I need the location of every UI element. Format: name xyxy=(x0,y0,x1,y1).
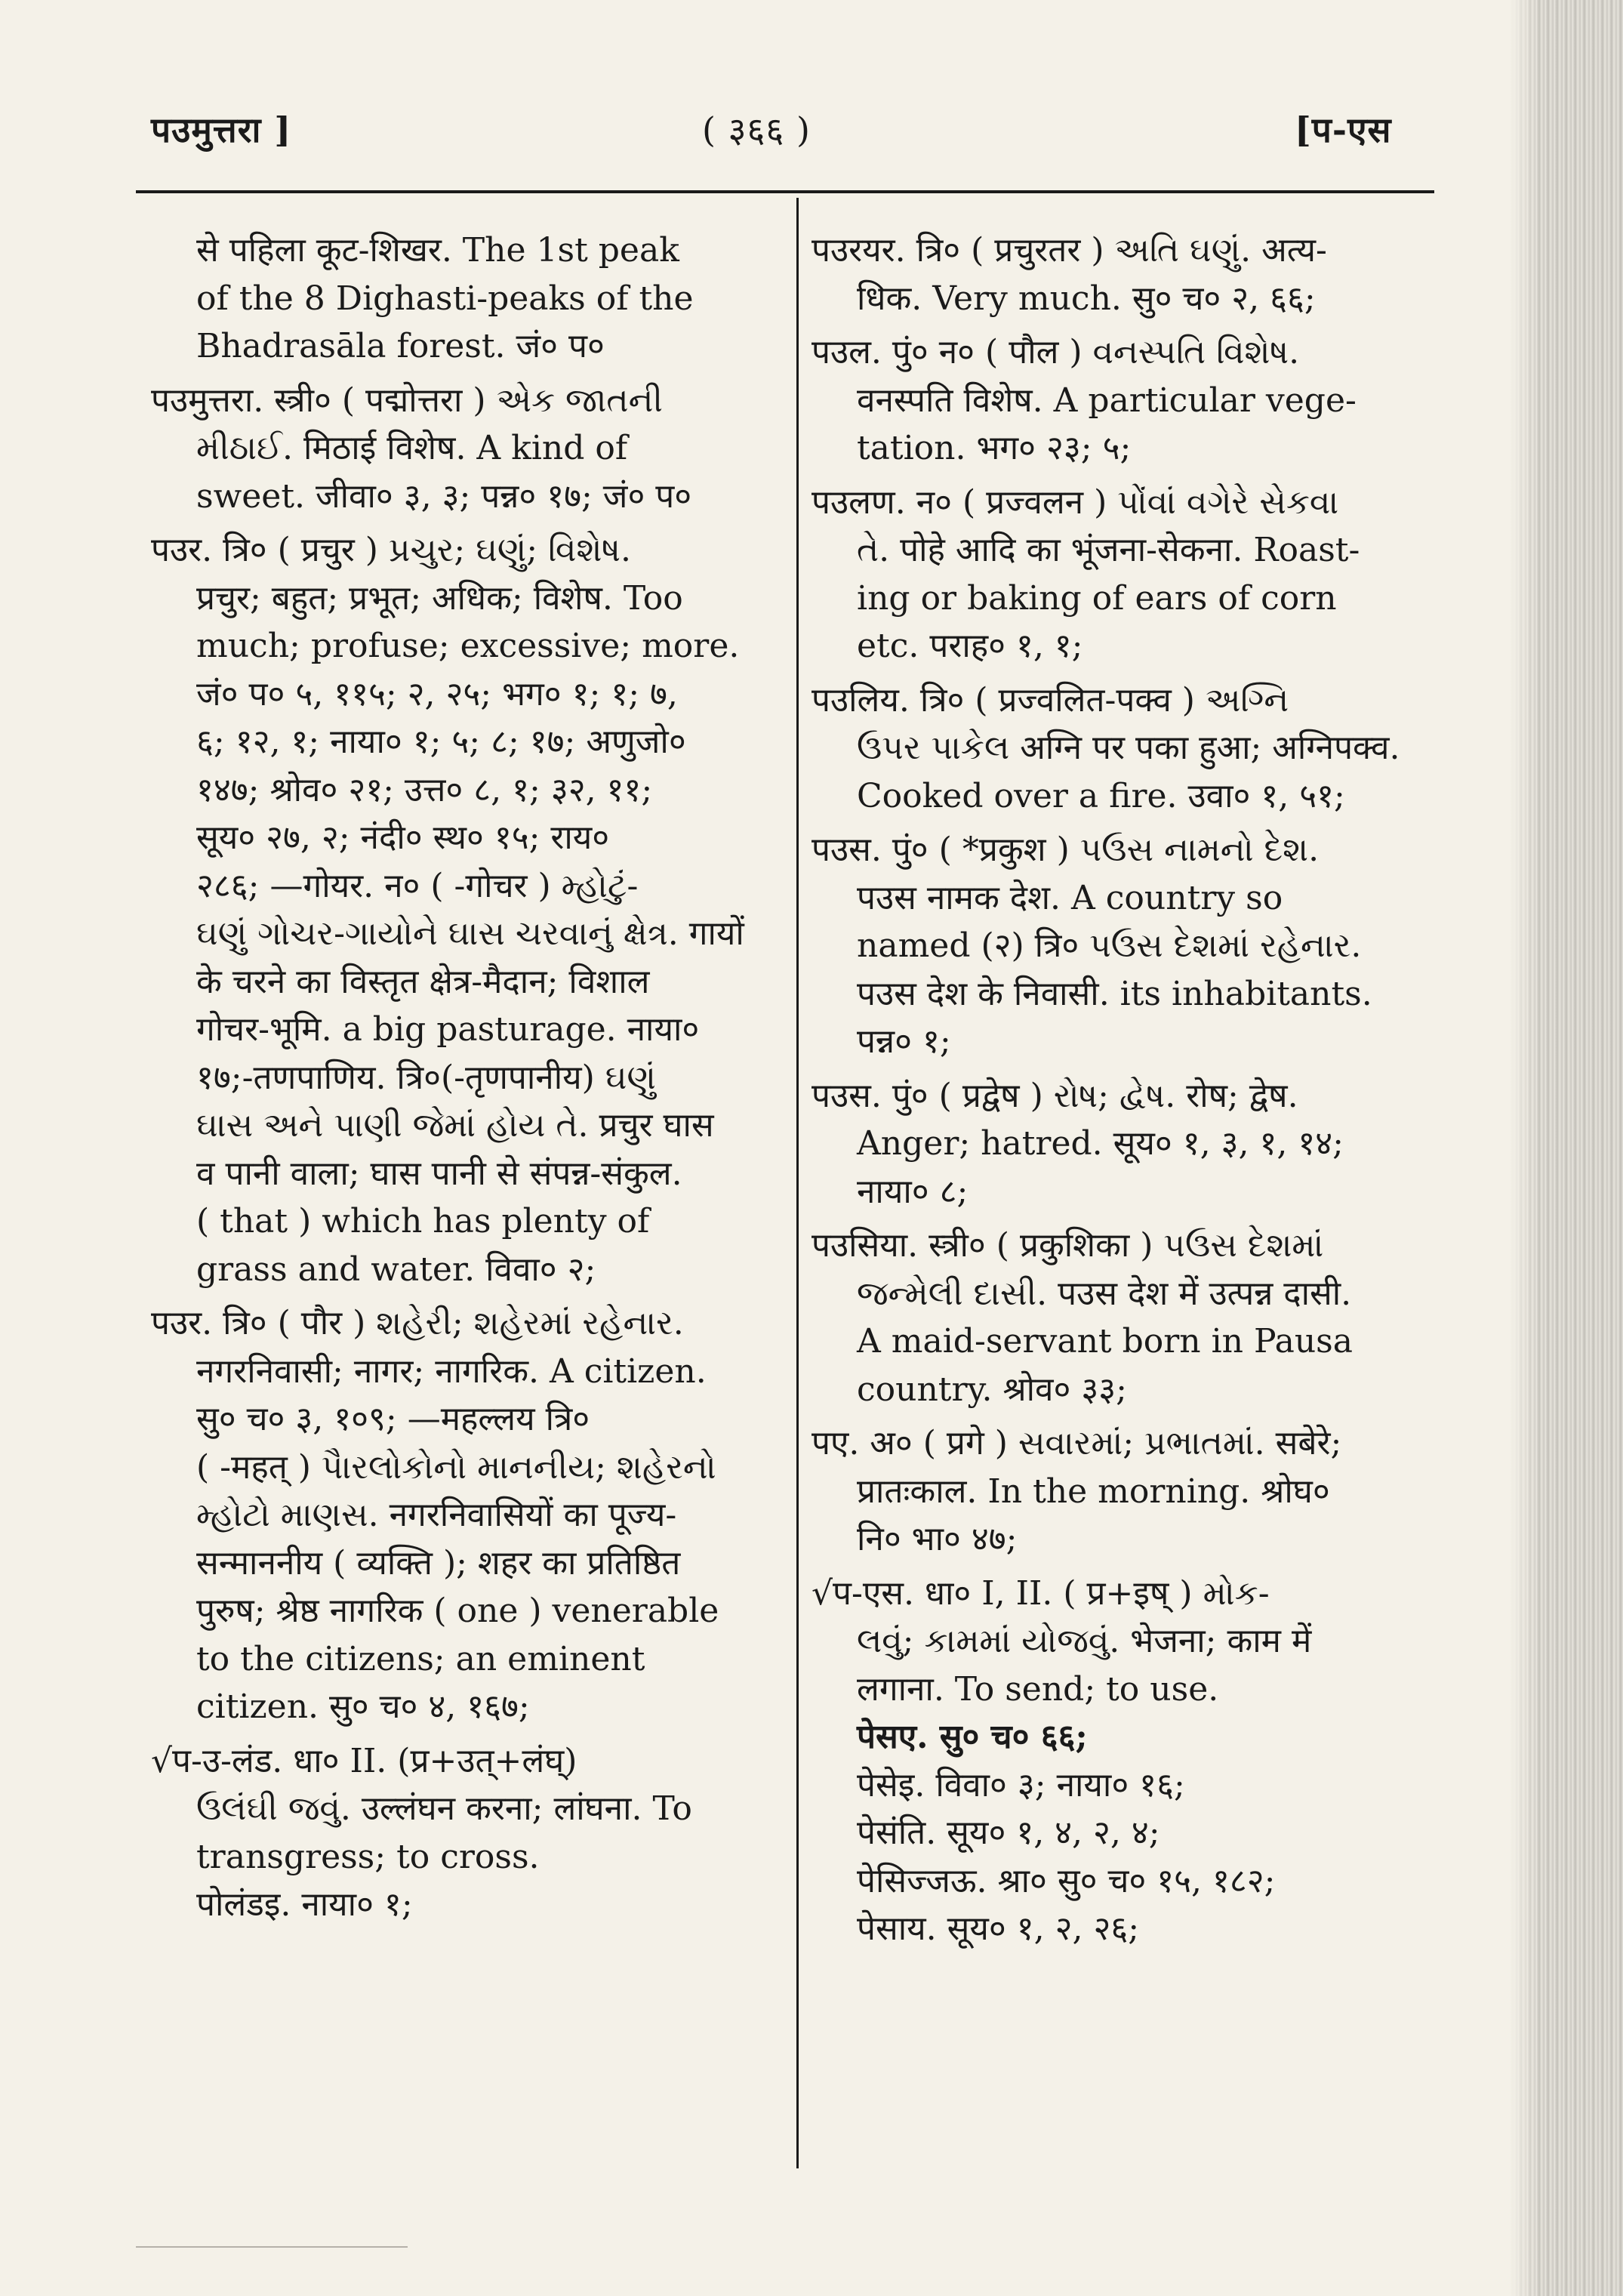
derived-form-line: पेसिज्जऊ. श्रा० सु० च० १५, १८२; xyxy=(857,1861,1276,1900)
entry-line: प्रातःकाल. In the morning. श्रोघ० xyxy=(857,1472,1330,1511)
entry-line: सूय० २७, २; नंदी० स्थ० १५; राय० xyxy=(196,818,610,857)
entry-line: २८६; —गोयर. न० ( -गोचर ) મ્હોટું- xyxy=(196,866,639,905)
entry-line: citizen. सु० च० ४, १६७; xyxy=(196,1687,530,1726)
entry-line: व पानी वाला; घास पानी से संपन्न-संकुल. xyxy=(196,1154,682,1193)
entry-line: सन्माननीय ( व्यक्ति ); शहर का प्रतिष्ठित xyxy=(196,1543,681,1583)
entry-line: ing or baking of ears of corn xyxy=(857,578,1337,618)
entry-headword-line: पउरयर. त्रि० ( प्रचुरतर ) અતિ ઘણું. अत्य- xyxy=(812,231,1327,270)
left-column xyxy=(151,227,785,1929)
entry-line: etc. पराह० १, १; xyxy=(857,627,1083,665)
page-edge-shadow xyxy=(1510,0,1623,2296)
derived-form-line: पेसंति. सूय० १, ४, २, ४; xyxy=(857,1814,1160,1852)
entry-headword-line: पउलिय. त्रि० ( प्रज्वलित-पक्व ) અગ્નિ xyxy=(812,680,1289,720)
entry-line: much; profuse; excessive; more. xyxy=(196,627,740,665)
entry-headword-line: पए. अ० ( प्रगे ) સવારમાં; પ્રભાતમાં. सबेरे; xyxy=(812,1424,1342,1462)
entry-line: ઉલંઘી જવું. उल्लंघन करना; लांघना. To xyxy=(196,1789,692,1828)
entry-line: ६; १२, १; नाया० १; ५; ८; १७; अणुजो० xyxy=(196,723,686,761)
entry-line: प्रचुर; बहुत; प्रभूत; अधिक; विशेष. Too xyxy=(196,578,683,618)
entry-line: Anger; hatred. सूय० १, ३, १, १४; xyxy=(857,1124,1344,1163)
derived-form-line: पेसाय. सूय० १, २, २६; xyxy=(857,1909,1140,1948)
entry-line: to the citizens; an eminent xyxy=(196,1639,645,1678)
entry-line: १४७; श्रोव० २१; उत्त० ८, १; ३२, ११; xyxy=(196,770,653,809)
entry-line: ઉપર પાકેલ अग्नि पर पका हुआ; अग्निपक्व. xyxy=(857,729,1400,767)
running-head-left: पउमुत्तरा ] xyxy=(151,109,292,150)
entry-line: पुरुष; श्रेष्ठ नागरिक ( one ) venerable xyxy=(196,1592,719,1630)
entry-line: A maid-servant born in Pausa xyxy=(857,1322,1353,1361)
entry-line: सु० च० ३, १०९; —महल्लय त्रि० xyxy=(196,1400,590,1438)
entry-headword-line: पउर. त्रि० ( पौर ) શહેરી; શહેરમાં રહેનાર. xyxy=(151,1304,684,1342)
entry-headword-line: पउमुत्तरा. स्त्री० ( पद्मोत्तरा ) એક જાતની xyxy=(151,381,663,420)
entry-line: ઘણું ગોચર-ગાયોને ઘાસ ચરવાનું ક્ષેત્ર. गायों xyxy=(196,914,744,953)
derived-form-line: पेसेइ. विवा० ३; नाया० १६; xyxy=(857,1765,1185,1804)
entry-headword-line: पउल. पुं० न० ( पौल ) વનસ્પતિ વિશેષ. xyxy=(812,333,1300,371)
entry-line: tation. भग० २३; ५; xyxy=(857,429,1132,467)
entry-headword-line: पउर. त्रि० ( प्रचुर ) પ્રચુર; ઘણું; વિશેષ. xyxy=(151,531,631,569)
entry-line: of the 8 Dighasti-peaks of the xyxy=(196,279,694,318)
entry-line: नगरनिवासी; नागर; नागरिक. A citizen. xyxy=(196,1351,707,1391)
entry-line: पोलंडइ. नाया० १; xyxy=(196,1885,413,1924)
entry-headword-line: पउस. पुं० ( *प्रकुश ) પઉસ નામનો દેશ. xyxy=(812,831,1320,869)
entry-line: १७;-तणपाणिय. त्रि०(-तृणपानीय) ઘણું xyxy=(196,1058,656,1097)
entry-line: Bhadrasāla forest. जं० प० xyxy=(196,327,605,365)
entry-line: મીઠાઈ. मिठाई विशेष. A kind of xyxy=(196,429,628,467)
entry-line: से पहिला कूट-शिखर. The 1st peak xyxy=(196,231,679,270)
entry-line: नाया० ८; xyxy=(857,1172,969,1211)
entry-line: મ્હોટો માણસ. नगरनिवासियों का पूज्य- xyxy=(196,1496,677,1534)
entry-headword-line: पउसिया. स्त्री० ( प्रकुशिका ) પઉસ દેશમાં xyxy=(812,1226,1324,1265)
entry-line: transgress; to cross. xyxy=(196,1837,540,1876)
entry-line: पन्न० १; xyxy=(857,1022,951,1061)
entry-line: गोचर-भूमि. a big pasturage. नाया० xyxy=(196,1010,700,1049)
entry-line: જન્મેલી દાસી. पउस देश में उत्पन्न दासी. xyxy=(857,1274,1352,1313)
entry-line: पउस देश के निवासी. its inhabitants. xyxy=(857,974,1372,1013)
entry-headword-line: √प-एस. धा० I, II. ( प्र+इष् ) મોક- xyxy=(812,1573,1270,1613)
entry-line: named (२) त्रि० પઉસ દેશમાં રહેનાર. xyxy=(857,926,1362,965)
entry-line: वनस्पति विशेष. A particular vege- xyxy=(857,381,1357,420)
entry-headword-line: पउस. पुं० ( प्रद्वेष ) રોષ; દ્વેષ. रोष; द्वेष. xyxy=(812,1076,1298,1115)
entry-headword-line: √प-उ-लंड. धा० II. (प्र+उत्+लंघ्) xyxy=(151,1741,577,1780)
derived-form-line: पेसए. सु० च० ६६; xyxy=(857,1718,1088,1756)
footer-rule xyxy=(136,2246,408,2248)
entry-line: धिक. Very much. सु० च० २, ६६; xyxy=(857,279,1316,318)
entry-line: लगाना. To send; to use. xyxy=(857,1669,1219,1709)
running-head-right: [प-एस xyxy=(1295,109,1392,150)
entry-headword-line: पउलण. न० ( प्रज्वलन ) પોંવાં વગેરે સેકવા xyxy=(812,482,1339,522)
entry-line: લવું; કામમાં યોજવું. भेजना; काम में xyxy=(857,1622,1312,1660)
entry-line: ઘાસ અને પાણી જેમાં હોય તે. प्रचुर घास xyxy=(196,1106,714,1145)
right-column xyxy=(812,227,1446,1953)
page-number: ( ३६६ ) xyxy=(702,109,811,150)
entry-line: पउस नामक देश. A country so xyxy=(857,878,1283,917)
entry-line: country. श्रोव० ३३; xyxy=(857,1370,1127,1409)
entry-line: के चरने का विस्तृत क्षेत्र-मैदान; विशाल xyxy=(196,962,650,1001)
entry-line: जं० प० ५, ११५; २, २५; भग० १; १; ७, xyxy=(196,674,678,713)
entry-line: grass and water. विवा० २; xyxy=(196,1250,596,1289)
entry-line: नि० भा० ४७; xyxy=(857,1520,1018,1558)
entry-line: Cooked over a fire. उवा० १, ५१; xyxy=(857,776,1345,815)
entry-line: ( -महत् ) પૈારલોકોનો માનનીય; શહેરનો xyxy=(196,1447,716,1487)
entry-line: તે. पोहे आदि का भूंजना-सेकना. Roast- xyxy=(857,531,1360,569)
entry-line: ( that ) which has plenty of xyxy=(196,1202,650,1240)
header-rule xyxy=(136,190,1434,193)
entry-line: sweet. जीवा० ३, ३; पन्न० १७; जं० प० xyxy=(196,476,692,516)
column-divider xyxy=(796,198,799,2168)
